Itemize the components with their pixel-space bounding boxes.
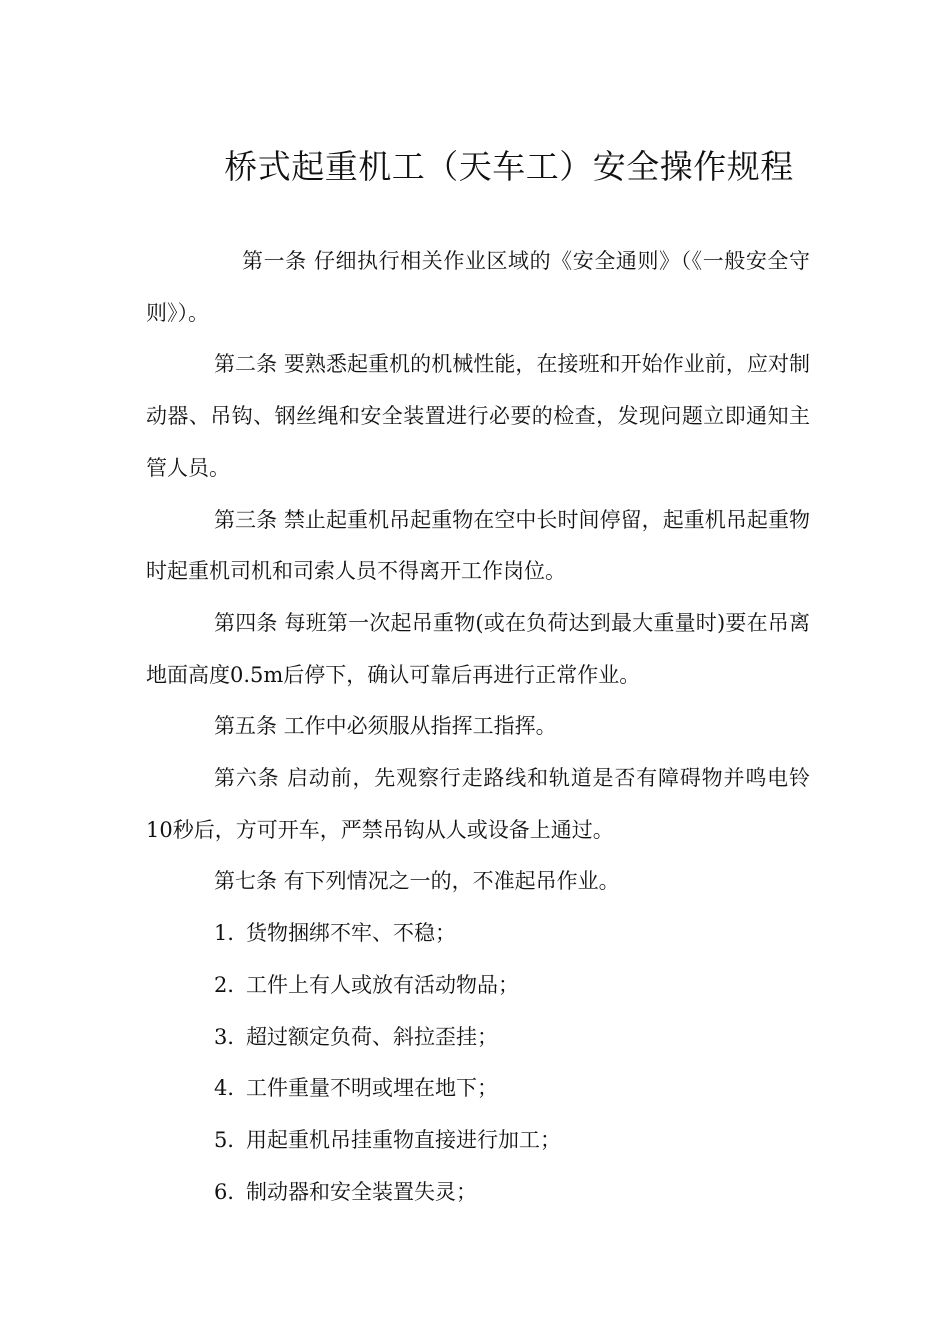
list-item — [146, 1115, 810, 1167]
list-item-number: 5． — [214, 1127, 249, 1152]
article-3: 第三条 禁止起重机吊起重物在空中长时间停留，起重机吊起重物时起重机司机和司索人员不得离开工作岗位。 — [146, 507, 810, 584]
article-5: 第五条 工作中必须服从指挥工指挥。 — [214, 714, 557, 739]
list-item-number: 2． — [214, 972, 249, 997]
list-item-text: 工件上有人或放有活动物品； — [246, 972, 519, 997]
document-body — [146, 236, 810, 1218]
list-item-number: 4． — [214, 1076, 249, 1101]
list-item — [146, 960, 810, 1012]
article-4: 第四条 每班第一次起吊重物(或在负荷达到最大重量时)要在吊离地面高度0.5m后停下，确认可靠后再进行正常作业。 — [146, 610, 810, 687]
list-item-number: 3． — [214, 1024, 249, 1049]
article-6: 第六条 启动前，先观察行走路线和轨道是否有障碍物并鸣电铃10秒后，方可开车，严禁吊钩从人或设备上通过。 — [146, 766, 810, 842]
list-item-text: 超过额定负荷、斜拉歪挂； — [246, 1024, 498, 1049]
document-title: 桥式起重机工（天车工）安全操作规程 — [224, 147, 794, 187]
list-item-text: 用起重机吊挂重物直接进行加工； — [246, 1127, 561, 1152]
list-item-text: 工件重量不明或埋在地下； — [246, 1076, 498, 1101]
list-item-number: 1． — [214, 921, 249, 946]
article-2: 第二条 要熟悉起重机的机械性能，在接班和开始作业前，应对制动器、吊钩、钢丝绳和安全装置进行必要的检查，发现问题立即通知主管人员。 — [146, 352, 810, 480]
article-7: 第七条 有下列情况之一的，不准起吊作业。 — [214, 869, 620, 894]
article-1: 第一条 仔细执行相关作业区域的《安全通则》（《一般安全守则》）。 — [146, 249, 810, 325]
list-item — [146, 1012, 810, 1064]
list-item-text: 制动器和安全装置失灵； — [246, 1179, 477, 1204]
list-item — [146, 1167, 810, 1219]
list-item — [146, 1063, 810, 1115]
list-item — [146, 908, 810, 960]
list-item-text: 货物捆绑不牢、不稳； — [246, 921, 456, 946]
list-item-number: 6． — [214, 1179, 249, 1204]
